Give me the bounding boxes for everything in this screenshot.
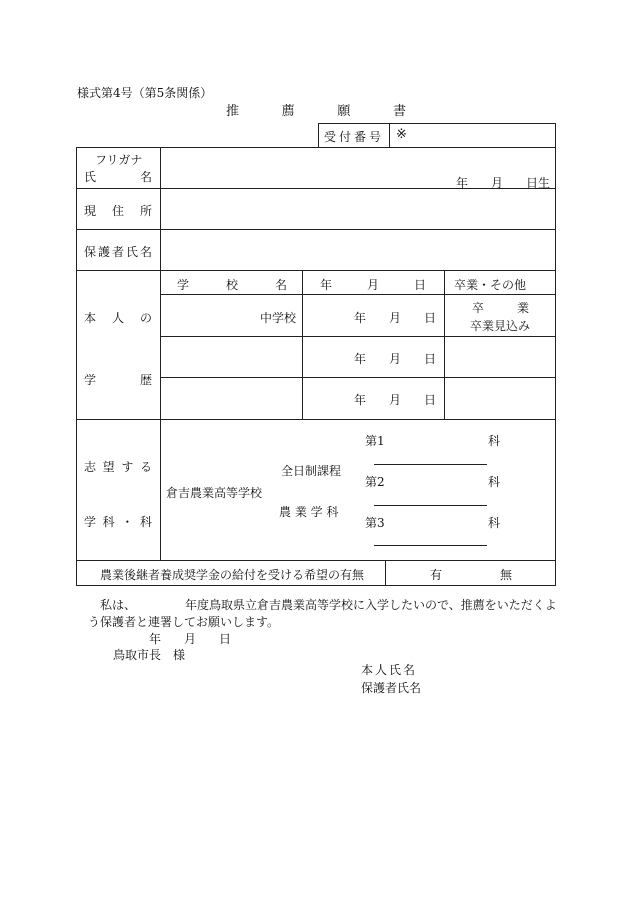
row-divider xyxy=(76,560,556,561)
title-char: 薦 xyxy=(281,104,295,119)
table-border-right xyxy=(555,123,556,585)
history-label-char: の xyxy=(139,311,152,325)
guardian-label: 保護者氏名 xyxy=(84,245,155,259)
choice-suffix: 科 xyxy=(488,434,501,448)
title-char: 推 xyxy=(226,104,240,119)
date-char: 日 xyxy=(423,311,436,325)
signature-self-label: 本人氏名 xyxy=(361,663,418,677)
label-column-divider xyxy=(160,147,161,560)
date-char: 年 xyxy=(354,393,367,407)
application-date xyxy=(149,630,231,647)
desired-label-char: 科 xyxy=(102,515,115,529)
scholarship-divider xyxy=(385,560,386,585)
desired-label-char: 望 xyxy=(102,460,115,474)
desired-label-char: ・ xyxy=(121,515,134,529)
history-row-status-line2: 卒業見込み xyxy=(470,319,531,333)
name-label-char: 名 xyxy=(139,170,152,184)
name-label xyxy=(84,168,152,185)
choice-suffix: 科 xyxy=(488,475,501,489)
row-divider xyxy=(76,188,556,189)
desired-label-bottom xyxy=(84,513,152,530)
row-divider xyxy=(160,377,556,378)
receipt-border-left xyxy=(318,123,319,147)
receipt-divider xyxy=(389,123,390,147)
status-char: 卒 xyxy=(472,301,485,315)
header-char: 年 xyxy=(320,278,333,292)
date-char: 月 xyxy=(388,352,401,366)
history-header-status: 卒業・その他 xyxy=(454,278,527,292)
history-header-date xyxy=(320,276,426,293)
choice-underline xyxy=(374,505,487,506)
date-char: 年 xyxy=(149,632,162,646)
history-label-bottom xyxy=(84,371,152,388)
desired-label-char: す xyxy=(121,460,134,474)
address-label xyxy=(84,202,152,219)
history-label-char: 人 xyxy=(111,311,124,325)
birth-year-label: 年 xyxy=(456,176,469,190)
status-char: 業 xyxy=(516,301,529,315)
choice-label: 第2 xyxy=(365,475,385,489)
header-char: 校 xyxy=(225,278,238,292)
header-char: 名 xyxy=(274,278,287,292)
scholarship-question: 農業後継者養成奨学金の給付を受ける希望の有無 xyxy=(100,568,365,582)
header-char: 月 xyxy=(366,278,379,292)
title-char: 書 xyxy=(392,104,406,119)
name-label-char: 氏 xyxy=(84,170,97,184)
header-char: 学 xyxy=(177,278,190,292)
addressee: 鳥取市長 様 xyxy=(113,648,186,662)
body-line1: 年度鳥取県立倉吉農業高等学校に入学したいので、推薦をいただくよ xyxy=(185,598,557,612)
row-divider xyxy=(76,419,556,420)
history-row-school: 中学校 xyxy=(260,311,297,325)
scholarship-yes: 有 xyxy=(430,568,443,582)
date-char: 月 xyxy=(388,393,401,407)
row-divider xyxy=(160,336,556,337)
history-row-date xyxy=(354,350,436,367)
date-char: 月 xyxy=(388,311,401,325)
receipt-label: 受付番号 xyxy=(324,130,385,144)
history-label-top xyxy=(84,309,152,326)
desired-label-char: 志 xyxy=(84,460,97,474)
date-char: 年 xyxy=(354,352,367,366)
choice-underline xyxy=(374,545,487,546)
scholarship-no: 無 xyxy=(500,568,513,582)
desired-label-char: 学 xyxy=(84,515,97,529)
history-label-char: 本 xyxy=(84,311,97,325)
address-label-char: 住 xyxy=(111,204,124,218)
history-label-char: 歴 xyxy=(139,373,152,387)
row-divider xyxy=(160,294,556,295)
body-line2: う保護者と連署してお願いします。 xyxy=(88,615,280,629)
table-border-bottom xyxy=(76,585,556,586)
date-char: 日 xyxy=(423,352,436,366)
row-divider xyxy=(76,229,556,230)
date-char: 日 xyxy=(423,393,436,407)
desired-label-top xyxy=(84,458,152,475)
desired-course: 全日制課程 xyxy=(281,464,342,478)
date-char: 年 xyxy=(354,311,367,325)
desired-label-char: 科 xyxy=(139,515,152,529)
birth-month-label: 月 xyxy=(491,176,504,190)
address-label-char: 所 xyxy=(139,204,152,218)
date-char: 日 xyxy=(218,632,231,646)
birth-day-label: 日生 xyxy=(526,176,551,190)
receipt-border-top xyxy=(318,123,555,124)
table-border-left xyxy=(76,147,77,585)
document-title xyxy=(226,100,406,119)
desired-label-char: る xyxy=(139,460,152,474)
desired-school: 倉吉農業高等学校 xyxy=(166,486,263,500)
furigana-label: フリガナ xyxy=(95,153,143,167)
history-row-status-line1 xyxy=(472,299,529,316)
address-label-char: 現 xyxy=(84,204,97,218)
history-column-divider xyxy=(444,270,445,419)
history-column-divider xyxy=(302,270,303,419)
history-row-date xyxy=(354,391,436,408)
header-char: 日 xyxy=(413,278,426,292)
history-header-school xyxy=(177,276,287,293)
row-divider xyxy=(76,270,556,271)
table-border-top xyxy=(76,147,556,148)
choice-label: 第3 xyxy=(365,516,385,530)
signature-guardian-label: 保護者氏名 xyxy=(361,681,422,695)
date-char: 月 xyxy=(183,632,196,646)
body-prefix: 私は、 xyxy=(100,598,137,612)
choice-underline xyxy=(374,464,487,465)
desired-department: 農 業 学 科 xyxy=(279,505,339,519)
choice-label: 第1 xyxy=(365,434,385,448)
history-label-char: 学 xyxy=(84,373,97,387)
title-char: 願 xyxy=(337,104,351,119)
receipt-mark: ※ xyxy=(396,127,407,142)
history-row-date xyxy=(354,309,436,326)
choice-suffix: 科 xyxy=(488,516,501,530)
form-number: 様式第4号（第5条関係） xyxy=(77,86,213,100)
